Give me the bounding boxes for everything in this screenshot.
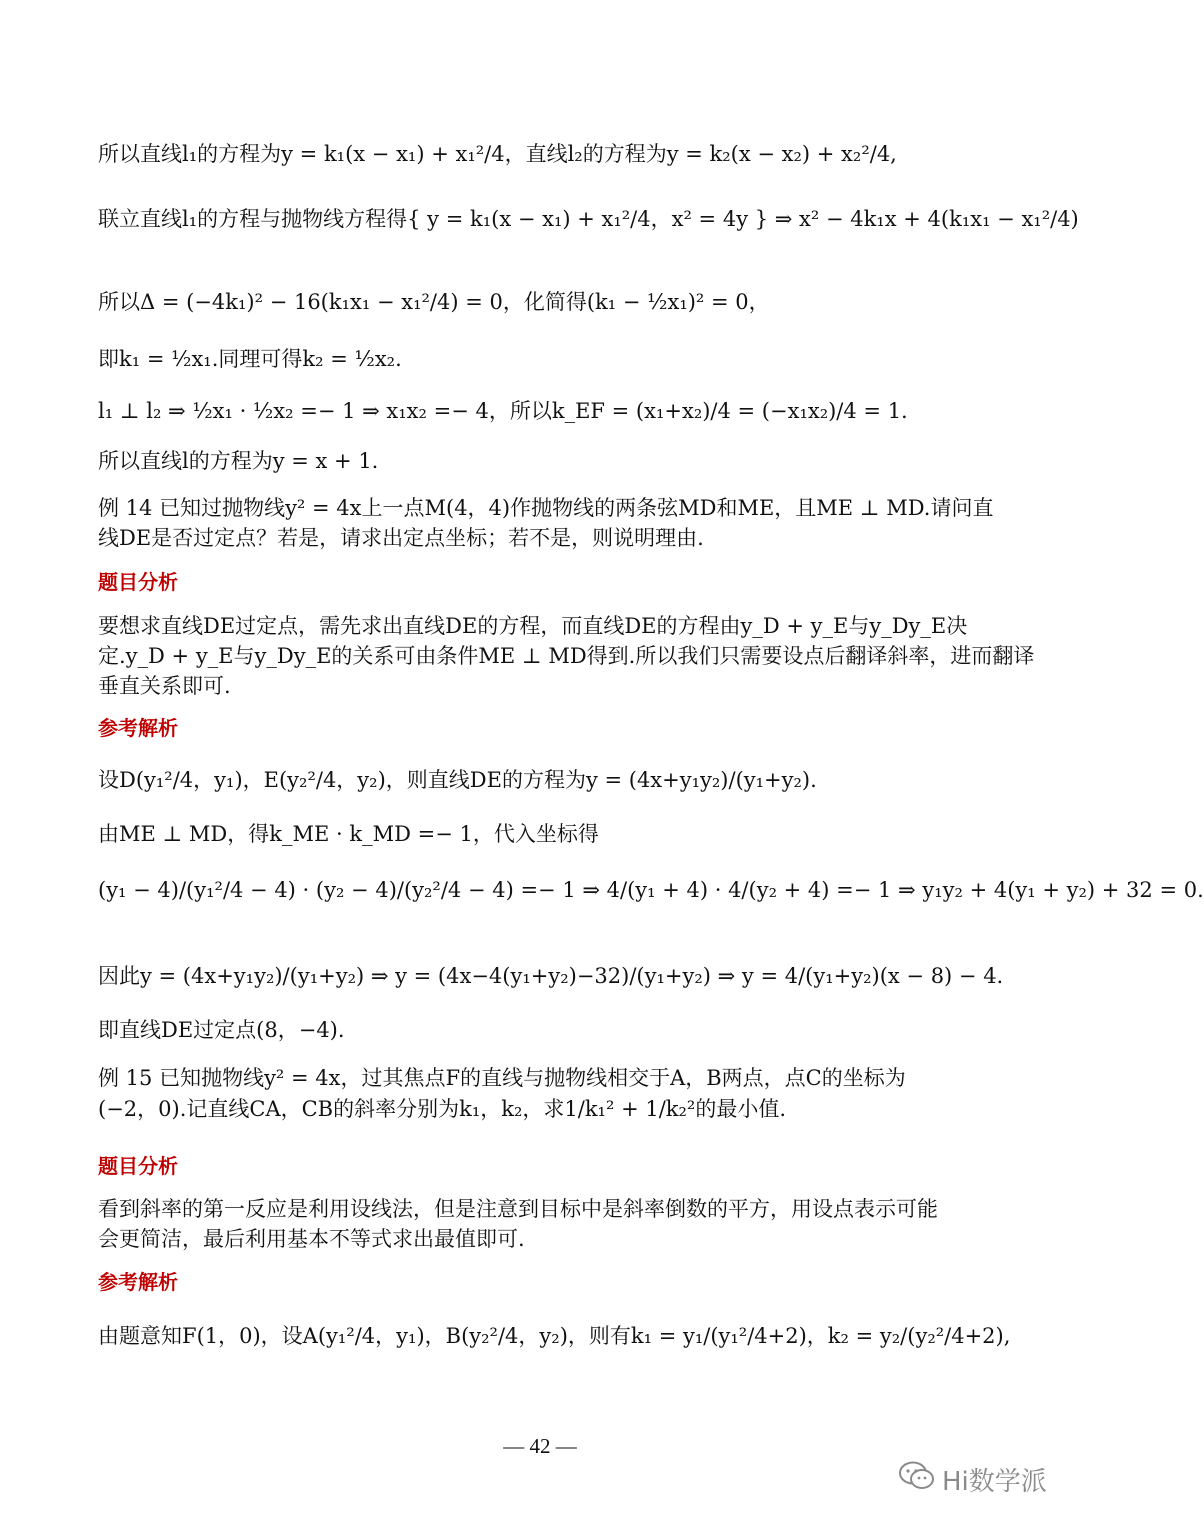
page-number: — 42 — — [503, 1434, 577, 1458]
text-line: 所以Δ = (−4k₁)² − 16(k₁x₁ − x₁²/4) = 0，化简得(k₁ − ½x₁)² = 0， — [98, 290, 770, 314]
text-line: 由ME ⊥ MD，得k_ME · k_MD =− 1，代入坐标得 — [98, 822, 599, 846]
text-line: 联立直线l₁的方程与抛物线方程得{ y = k₁(x − x₁) + x₁²/4，x² = 4y } ⇒ x² − 4k₁x + 4(k₁x₁ − x₁²/4) — [98, 207, 1079, 231]
section-heading: 参考解析 — [98, 716, 178, 740]
text-line: 看到斜率的第一反应是利用设线法，但是注意到目标中是斜率倒数的平方，用设点表示可能 — [98, 1197, 938, 1221]
text-line: 所以直线l₁的方程为y = k₁(x − x₁) + x₁²/4，直线l₂的方程为y = k₂(x − x₂) + x₂²/4, — [98, 142, 897, 166]
section-heading: 题目分析 — [98, 570, 178, 594]
text-line: 例 14 已知过抛物线y² = 4x上一点M(4，4)作抛物线的两条弦MD和ME，且ME ⊥ MD.请问直 — [98, 496, 994, 520]
text-line: 由题意知F(1，0)，设A(y₁²/4，y₁)，B(y₂²/4，y₂)，则有k₁ = y₁/(y₁²/4+2)，k₂ = y₂/(y₂²/4+2), — [98, 1324, 1011, 1348]
text-line: 设D(y₁²/4，y₁)，E(y₂²/4，y₂)，则直线DE的方程为y = (4x+y₁y₂)/(y₁+y₂). — [98, 768, 817, 792]
watermark-text: Hi数学派 — [942, 1467, 1047, 1497]
watermark — [898, 1460, 1047, 1499]
text-line: l₁ ⊥ l₂ ⇒ ½x₁ · ½x₂ =− 1 ⇒ x₁x₂ =− 4，所以k_EF = (x₁+x₂)/4 = (−x₁x₂)/4 = 1. — [98, 399, 908, 423]
section-heading: 参考解析 — [98, 1270, 178, 1294]
text-line: 定.y_D + y_E与y_Dy_E的关系可由条件ME ⊥ MD得到.所以我们只需要设点后翻译斜率，进而翻译 — [98, 644, 1035, 668]
text-line: 要想求直线DE过定点，需先求出直线DE的方程，而直线DE的方程由y_D + y_E与y_Dy_E决 — [98, 614, 968, 638]
wechat-icon — [898, 1460, 936, 1499]
text-line: 即k₁ = ½x₁.同理可得k₂ = ½x₂. — [98, 347, 402, 371]
text-line: (−2，0).记直线CA，CB的斜率分别为k₁，k₂，求1/k₁² + 1/k₂²的最小值. — [98, 1097, 787, 1121]
text-line: 线DE是否过定点？若是，请求出定点坐标；若不是，则说明理由. — [98, 526, 704, 550]
text-line: 垂直关系即可. — [98, 674, 231, 698]
text-line: 即直线DE过定点(8，−4). — [98, 1018, 345, 1042]
text-line: (y₁ − 4)/(y₁²/4 − 4) · (y₂ − 4)/(y₂²/4 − 4) =− 1 ⇒ 4/(y₁ + 4) · 4/(y₂ + 4) =− 1 ⇒ y₁y₂ + 4(y₁ + y₂) + 32 = 0. — [98, 878, 1204, 902]
text-line: 例 15 已知抛物线y² = 4x，过其焦点F的直线与抛物线相交于A，B两点，点C的坐标为 — [98, 1066, 906, 1090]
section-heading: 题目分析 — [98, 1154, 178, 1178]
text-line: 因此y = (4x+y₁y₂)/(y₁+y₂) ⇒ y = (4x−4(y₁+y₂)−32)/(y₁+y₂) ⇒ y = 4/(y₁+y₂)(x − 8) − 4. — [98, 964, 1004, 988]
text-line: 会更简洁，最后利用基本不等式求出最值即可. — [98, 1227, 525, 1251]
text-line: 所以直线l的方程为y = x + 1. — [98, 449, 379, 473]
